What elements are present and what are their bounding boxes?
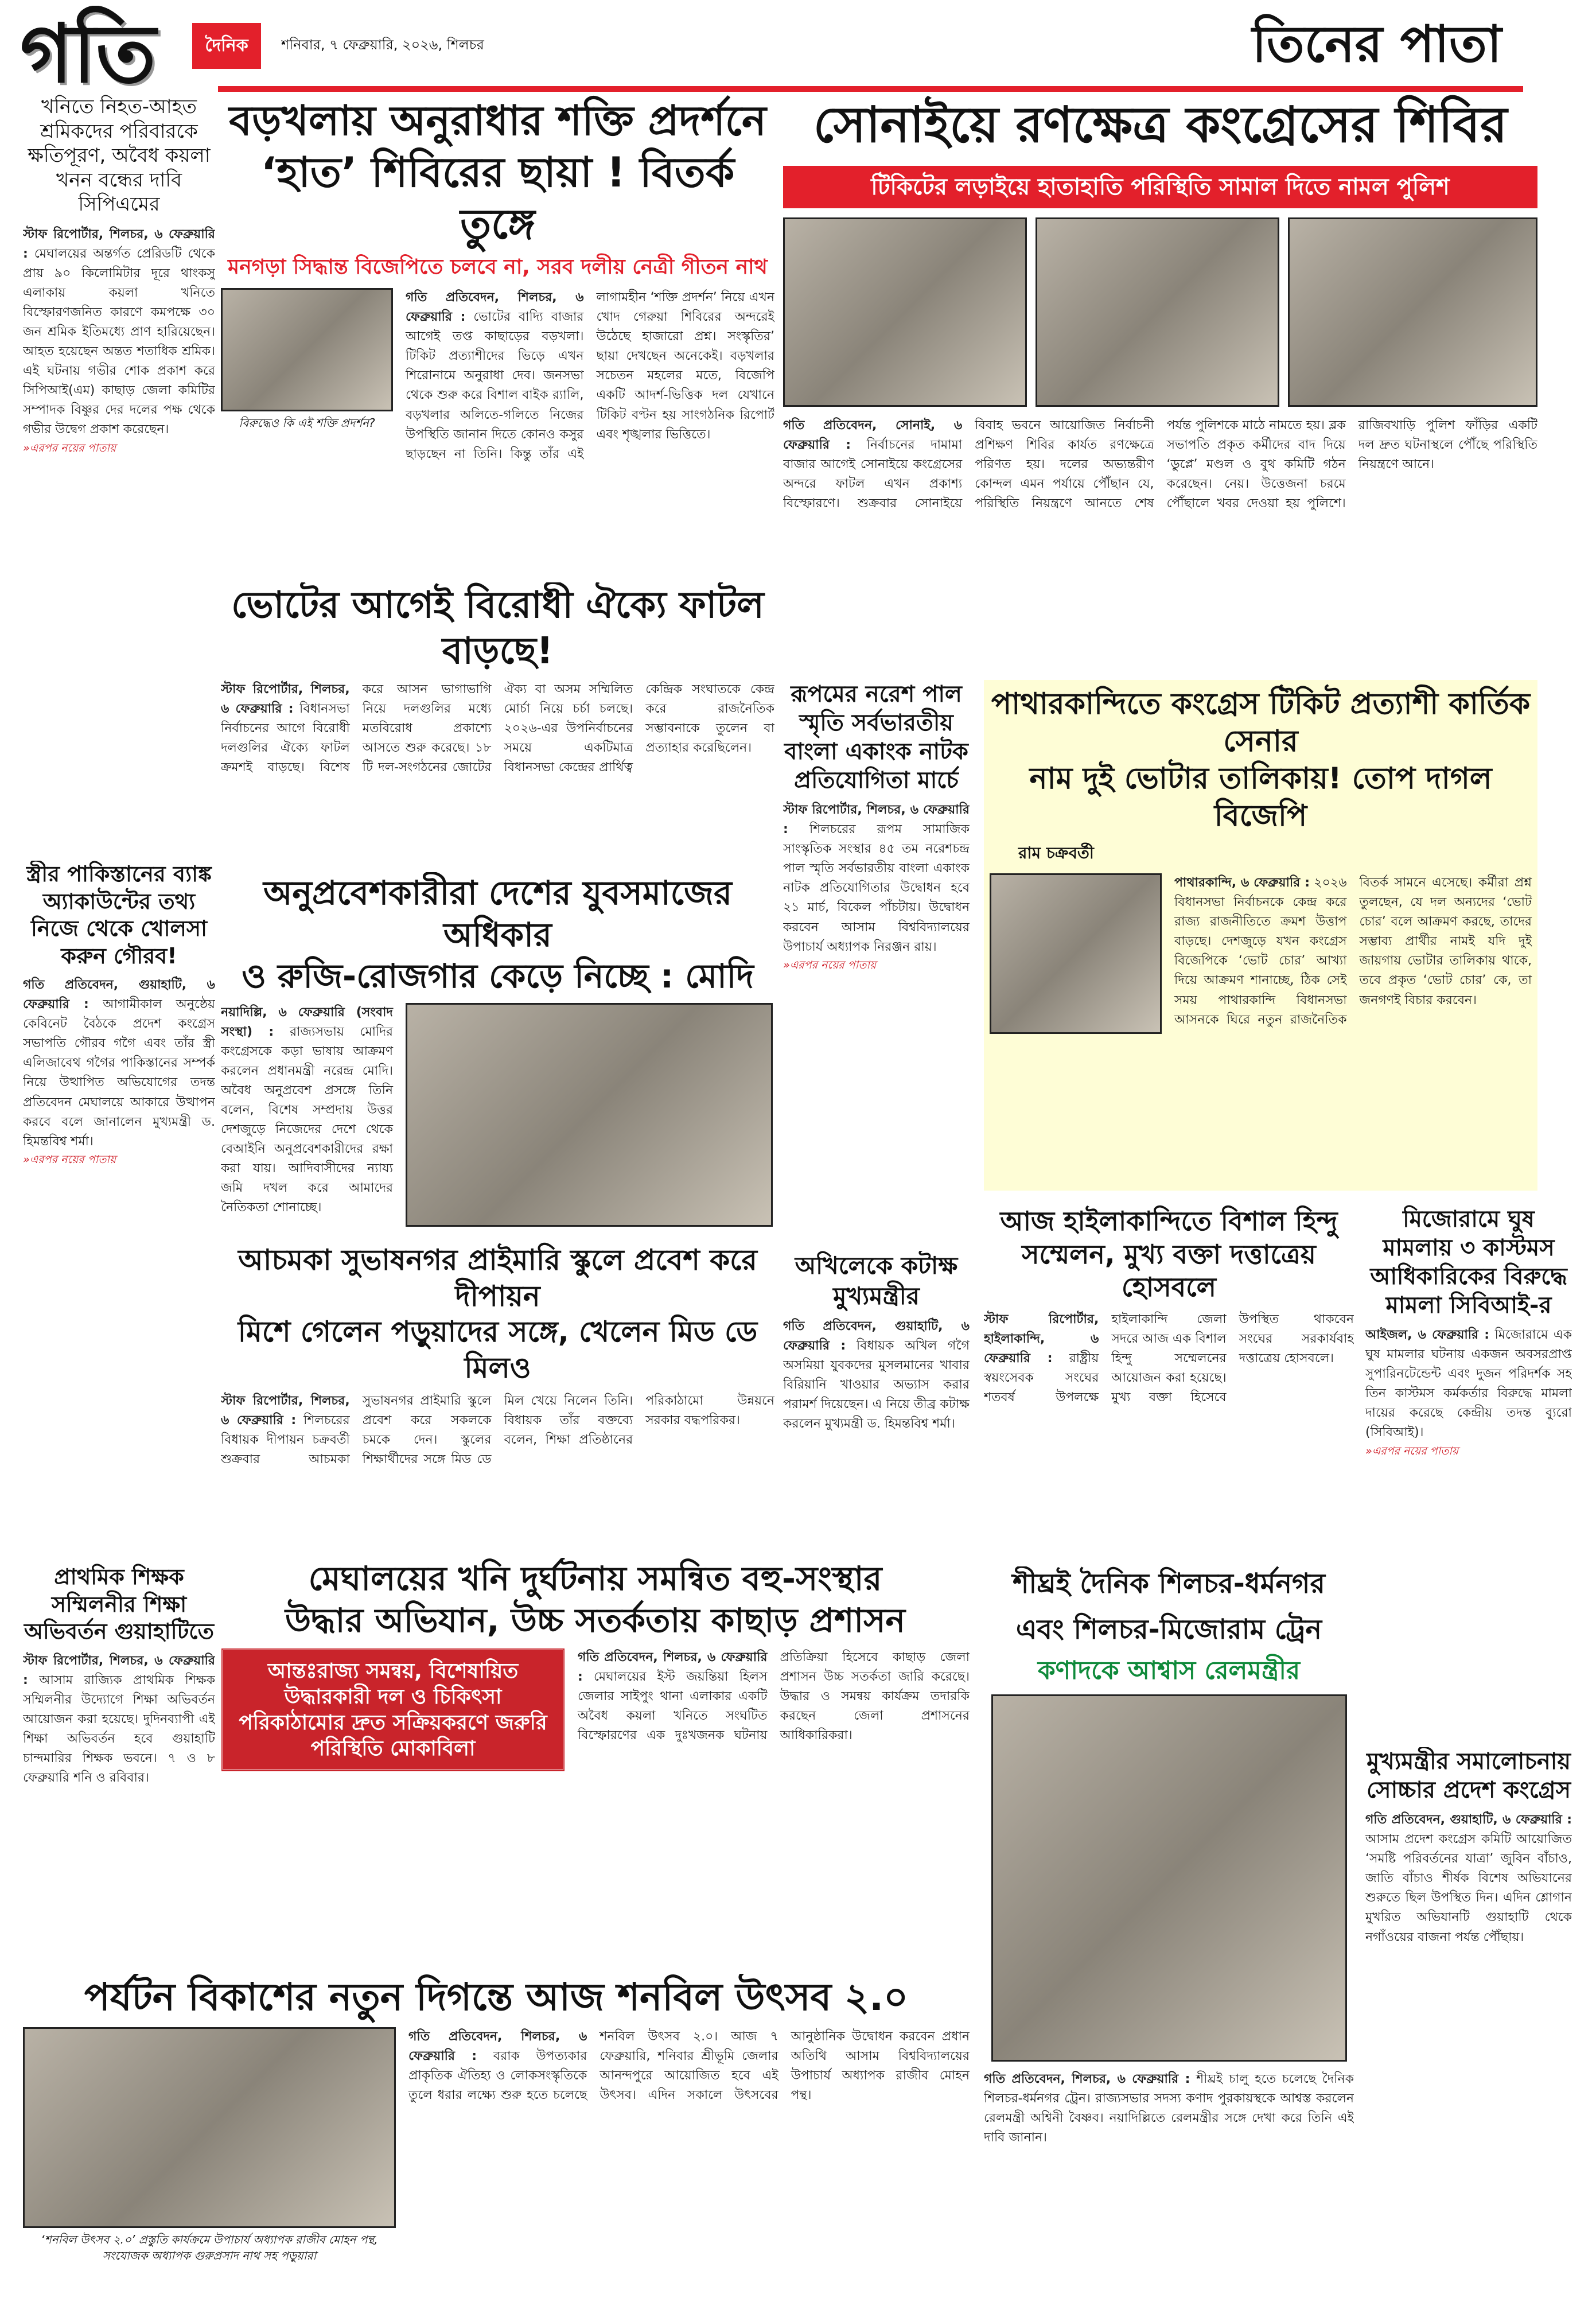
body-text: আসাম প্রদেশ কংগ্রেস কমিটি আয়োজিত ‘সমষ্টি পরিবর্তনের যাত্রা’ জুবিন বাঁচাও, জাতি বাঁচাও শীর্ষক বিশেষ অভিযানের শুরুতে ছিল উপস্থিত দিন। এদিন শ্লোগান মুখরিত অভিযানটি গুয়াহাটি থেকে নগাঁওয়ের বাজনা পর্যন্ত পৌঁছায়। xyxy=(1365,1832,1572,1945)
headline-line-1: শীঘ্রই দৈনিক শিলচর-ধর্মনগর xyxy=(1013,1568,1325,1600)
continued-link[interactable]: »এরপর নয়ের পাতায় xyxy=(1365,1444,1459,1457)
callout-box: আন্তঃরাজ্য সমন্বয়, বিশেষায়িত উদ্ধারকারী দল ও চিকিৎসা পরিকাঠামোর দ্রুত সক্রিয়করণে জরুরি পরিস্থিতি মোকাবিলা xyxy=(221,1648,565,1772)
body-text: ২০২৬ বিধানসভা নির্বাচনকে কেন্দ্র করে রাজ্য রাজনীতিতে ক্রমশ উত্তাপ বাড়ছে। দেশজুড়ে যখন কংগ্রেস বিজেপিকে ‘ভোট চোর’ আখ্যা দিয়ে আক্রমণ শানাচ্ছে, ঠিক সেই সময় পাথারকান্দি বিধানসভা আসনকে ঘিরে নতুন রাজনৈতিক বিতর্ক সামনে এসেছে। কর্মীরা প্রশ্ন তুলছেন, যে দল অন্যদের ‘ভোট চোর’ বলে আক্রমণ করছে, তাদের সম্ভাব্য প্রার্থীর নামই যদি দুই জায়গায় ভোটার তালিকায় থাকে, তবে প্রকৃত ‘ভোট চোর’ কে, তা জনগণই বিচার করবেন। xyxy=(1174,876,1532,1027)
story-shonbil-festival xyxy=(23,1974,970,2298)
headline-line-2: নাম দুই ভোটার তালিকায়! তোপ দাগল বিজেপি xyxy=(1029,761,1492,833)
masthead-logo: গতি xyxy=(20,7,156,101)
story-patharkandi-voter-list xyxy=(984,680,1537,1191)
story-dipayan-school xyxy=(221,1242,774,1552)
story-akhil-taunt xyxy=(783,1251,970,1552)
story-coal-mine-cpim xyxy=(23,95,215,852)
masthead-sub-logo: দৈনিক xyxy=(192,23,261,69)
headline: খনিতে নিহত-আহত শ্রমিকদের পরিবারকে ক্ষতিপূরণ, অবৈধ কয়লা খনন বন্ধের দাবি সিপিএমের xyxy=(28,95,211,216)
dateline: স্টাফ রিপোর্টার, শিলচর, ৬ ফেব্রুয়ারি : xyxy=(221,682,350,717)
story-modi-infiltrators xyxy=(221,872,774,1234)
story-rupam-drama xyxy=(783,680,970,1242)
photo-sonai-3 xyxy=(1288,217,1537,407)
continued-link[interactable]: »এরপর নয়ের পাতায় xyxy=(23,1153,116,1166)
headline-line-1: পাথারকান্দিতে কংগ্রেস টিকিট প্রত্যাশী কার্তিক সেনার xyxy=(991,687,1531,759)
photo-caption: বিরুদ্ধেও কি এই শক্তি প্রদর্শন? xyxy=(239,416,375,430)
dateline: গতি প্রতিবেদন, শিলচর, ৬ ফেব্রুয়ারি : xyxy=(408,2029,587,2063)
photo-barkhola-rally xyxy=(221,288,393,411)
photo-sonai-1 xyxy=(783,217,1027,407)
headline-line-2: মিশে গেলেন পড়ুয়াদের সঙ্গে, খেলেন মিড ডে মিলও xyxy=(238,1315,758,1385)
headline-line-2: ‘হাত’ শিবিরের ছায়া ! বিতর্ক তুঙ্গে xyxy=(260,148,735,248)
headline-line-1: মেঘালয়ের খনি দুর্ঘটনায় সমন্বিত বহু-সংস্থার xyxy=(308,1559,882,1598)
dateline: স্টাফ রিপোর্টার, শিলচর, ৬ ফেব্রুয়ারি : xyxy=(221,1394,350,1428)
continued-link[interactable]: »এরপর নয়ের পাতায় xyxy=(23,441,116,454)
photo-sonai-2 xyxy=(1036,217,1279,407)
headline-line-2: ও রুজি-রোজগার কেড়ে নিচ্ছে : মোদি xyxy=(242,956,754,996)
headline: স্ত্রীর পাকিস্তানের ব্যাঙ্ক অ্যাকাউন্টের তথ্য নিজে থেকে খোলসা করুন গৌরব! xyxy=(26,861,212,969)
story-mizoram-bribery xyxy=(1365,1205,1572,1739)
dateline: স্টাফ রিপোর্টার, শিলচর, ৬ ফেব্রুয়ারি : xyxy=(783,803,970,837)
headline-line-1: অনুপ্রবেশকারীরা দেশের যুবসমাজের অধিকার xyxy=(263,873,732,954)
headline: ভোটের আগেই বিরোধী ঐক্যে ফাটল বাড়ছে! xyxy=(231,584,764,672)
masthead-rule xyxy=(218,86,1523,92)
photo-railway-minister xyxy=(991,1694,1347,2062)
body-text: শিলচরের রূপম সামাজিক সাংস্কৃতিক সংস্থার ৪৫ তম নরেশচন্দ্র পাল স্মৃতি সর্বভারতীয় বাংলা একাংক নাটক প্রতিযোগিতার উদ্বোধন হবে ২১ মার্চ, বিকেল পাঁচটায়। উদ্বোধন করবেন আসাম বিশ্ববিদ্যালয়ের উপাচার্য অধ্যাপক নিরঞ্জন রায়। xyxy=(783,822,970,954)
continued-link[interactable]: »এরপর নয়ের পাতায় xyxy=(783,958,877,971)
story-hailakandi-hindu-sammelan xyxy=(984,1205,1354,1552)
headline: মিজোরামে ঘুষ মামলায় ৩ কাস্টমস আধিকারিকের বিরুদ্ধে মামলা সিবিআই-র xyxy=(1370,1206,1567,1319)
photo-shonbil xyxy=(23,2027,396,2228)
headline: মুখ্যমন্ত্রীর সমালোচনায় সোচ্চার প্রদেশ কংগ্রেস xyxy=(1366,1748,1571,1803)
photo-caption: ‘শনবিল উৎসব ২.০’ প্রস্তুতি কার্যক্রমে উপাচার্য অধ্যাপক রাজীব মোহন পন্থ, সংযোজক অধ্যাপক গুরুপ্রসাদ নাথ সহ পড়ুয়ারা xyxy=(41,2232,378,2262)
body-text: বিধায়ক অখিল গগৈ অসমিয়া যুবকদের মুসলমানের খাবার বিরিয়ানি খাওয়ার অভ্যাস করার পরামর্শ দিয়েছেন। এ নিয়ে তীব্র কটাক্ষ করলেন মুখ্যমন্ত্রী ড. হিমন্তবিশ্ব শর্মা। xyxy=(783,1339,970,1432)
headline-line-2: উদ্ধার অভিযান, উচ্চ সতর্কতায় কাছাড় প্রশাসন xyxy=(285,1600,906,1640)
dateline: পাথারকান্দি, ৬ ফেব্রুয়ারি : xyxy=(1174,876,1310,890)
body-text: বিধানসভা নির্বাচনের আগে বিরোধী দলগুলির ঐক্যে ফাটল ক্রমশই বাড়ছে। বিশেষ করে আসন ভাগাভাগি নিয়ে দলগুলির মধ্যে মতবিরোধ প্রকাশ্যে আসতে শুরু করেছে। ১৮ টি দল-সংগঠনের জোটের ঐক্য বা অসম সম্মিলিত মোর্চা নিয়ে চর্চা চলছে। ২০২৬-এর উপনির্বাচনের সময়ে একটিমাত্র বিধানসভা কেন্দ্রের প্রার্থিত্ব কেন্দ্রিক সংঘাতকে কেন্দ্র করে রাজনৈতিক সম্ভাবনাকে তুলেন বা প্রত্যাহার করেছিলেন। xyxy=(221,682,774,775)
body-text: আগামীকাল অনুষ্ঠেয় কেবিনেট বৈঠকে প্রদেশ কংগ্রেস সভাপতি গৌরব গগৈ এবং তাঁর স্ত্রী এলিজাবেথ গগৈর পাকিস্তানের সম্পর্ক নিয়ে উত্থাপিত অভিযোগের তদন্ত প্রতিবেদন মেঘালয়ে আকারে উত্থাপন করবে বলে জানালেন মুখ্যমন্ত্রী ড. হিমন্তবিশ্ব শর্মা। xyxy=(23,997,215,1149)
byline: রাম চক্রবর্তী xyxy=(1018,843,1094,862)
story-silchar-trains xyxy=(984,1566,1354,2298)
headline-line-1: বড়খলায় অনুরাধার শক্তি প্রদর্শনে xyxy=(229,96,766,145)
photo-kartik-sena xyxy=(990,873,1162,1034)
photo-modi xyxy=(406,1003,773,1227)
body-text: আসাম রাজ্যিক প্রাথমিক শিক্ষক সম্মিলনীর উদ্যোগে শিক্ষা অভিবর্তন আয়োজন করা হয়েছে। দুদিনব্যাপী এই শিক্ষা অভিবর্তন হবে গুয়াহাটি চান্দমারির শিক্ষক ভবনে। ৭ ও ৮ ফেব্রুয়ারি শনি ও রবিবার। xyxy=(23,1673,215,1786)
dateline: স্টাফ রিপোর্টার, শিলচর, ৬ ফেব্রুয়ারি : xyxy=(23,1653,215,1687)
dateline: গতি প্রতিবেদন, শিলচর, ৬ ফেব্রুয়ারি : xyxy=(406,290,584,325)
headline-line-1: আচমকা সুভাষনগর প্রাইমারি স্কুলে প্রবেশ করে দীপায়ন xyxy=(238,1243,757,1313)
dateline: স্টাফ রিপোর্টার, শিলচর, ৬ ফেব্রুয়ারি : xyxy=(23,227,215,261)
body-text: বরাক উপত্যকার প্রাকৃতিক ঐতিহ্য ও লোকসংস্কৃতিকে তুলে ধরার লক্ষ্যে শুরু হতে চলেছে শনবিল উৎসব ২.০। আজ ৭ ফেব্রুয়ারি, শনিবার শ্রীভূমি জেলার আনন্দপুরে আয়োজিত হবে এই উৎসব। এদিন সকালে উৎসবের আনুষ্ঠানিক উদ্বোধন করবেন প্রধান অতিথি আসাম বিশ্ববিদ্যালয়ের উপাচার্য অধ্যাপক রাজীব মোহন পন্থ। xyxy=(408,2029,970,2102)
headline-line-1: আজ হাইলাকান্দিতে বিশাল হিন্দু xyxy=(1000,1206,1338,1237)
dateline: গতি প্রতিবেদন, গুয়াহাটি, ৬ ফেব্রুয়ারি : xyxy=(1365,1813,1572,1827)
body-text: রাজ্যসভায় মোদির কংগ্রেসকে কড়া ভাষায় আক্রমণ করলেন প্রধানমন্ত্রী নরেন্দ্র মোদি। অবৈধ অনুপ্রবেশ প্রসঙ্গে তিনি বলেন, বিশেষ সম্প্রদায় উত্তর দেশজুড়ে নিজেদের দেশে থেকে বেআইনি অনুপ্রবেশকারীদের রক্ষা করা যায়। আদিবাসীদের ন্যায্য জমি দখল করে আমাদের নৈতিকতা শোনাচ্ছে। xyxy=(221,1024,393,1215)
subheadline: কণাদকে আশ্বাস রেলমন্ত্রীর xyxy=(1037,1656,1301,1685)
dateline: গতি প্রতিবেদন, শিলচর, ৬ ফেব্রুয়ারি : xyxy=(578,1650,768,1685)
subheadline: মনগড়া সিদ্ধান্ত বিজেপিতে চলবে না, সরব দলীয় নেত্রী গীতন নাথ xyxy=(228,255,768,279)
headline: পর্যটন বিকাশের নতুন দিগন্তে আজ শনবিল উৎসব ২.০ xyxy=(84,1975,909,2019)
body-text: মেঘালয়ের ইস্ট জয়ন্তিয়া হিলস জেলার সাইপুং থানা এলাকার একটি অবৈধ কয়লা খনিতে সংঘটিত বিস্ফোরণের এক দুঃখজনক ঘটনায় প্রতিক্রিয়া হিসেবে কাছাড় জেলা প্রশাসন উচ্চ সতর্কতা জারি করেছে। উদ্ধার ও সমন্বয় কার্যক্রম তদারকি করছেন জেলা প্রশাসনের আধিকারিকরা। xyxy=(578,1650,970,1743)
dateline: গতি প্রতিবেদন, গুয়াহাটি, ৬ ফেব্রুয়ারি : xyxy=(23,978,215,1012)
body-text: রাষ্ট্রীয় স্বয়ংসেবক সংঘের শতবর্ষ উপলক্ষে হাইলাকান্দি জেলা সদরে আজ এক বিশাল হিন্দু সম্মেলনের আয়োজন করা হয়েছে। মুখ্য বক্তা হিসেবে উপস্থিত থাকবেন সংঘের সরকার্যবাহ দত্তাত্রেয় হোসবলে। xyxy=(984,1312,1354,1405)
dateline: গতি প্রতিবেদন, সোনাই, ৬ ফেব্রুয়ারি : xyxy=(783,418,963,452)
body-text: মিজোরামে এক ঘুষ মামলার ঘটনায় একজন অবসরপ্রাপ্ত সুপারিনটেন্ডেন্ট এবং দুজন পরিদর্শক সহ তিন কাস্টমস কর্মকর্তার বিরুদ্ধে মামলা দায়ের করেছে কেন্দ্রীয় তদন্ত ব্যুরো (সিবিআই)। xyxy=(1365,1328,1572,1440)
body-text: মেঘালয়ের অন্তর্গত প্রেরিডটি থেকে প্রায় ৯০ কিলোমিটার দূরে থাংকসু এলাকায় কয়লা খনিতে বিস্ফোরণজনিত কারণে কমপক্ষে ৩০ জন শ্রমিক ইতিমধ্যে প্রাণ হারিয়েছেন। আহত হয়েছেন অন্তত শতাধিক শ্রমিক। এই ঘটনায় গভীর শোক প্রকাশ করে সিপিআই(এম) কাছাড় জেলা কমিটির সম্পাদক বিষ্ণুর দের দলের পক্ষ থেকে গভীর উদ্বেগ প্রকাশ করেছেন। xyxy=(23,246,215,437)
dateline: নয়াদিল্লি, ৬ ফেব্রুয়ারি (সংবাদ সংস্থা) : xyxy=(221,1005,393,1039)
story-barkhola-anuradha xyxy=(221,95,774,577)
body-text: নির্বাচনের দামামা বাজার আগেই সোনাইয়ে কংগ্রেসের অন্দরে ফাটল এখন প্রকাশ্য বিস্ফোরণে। শুক্রবার সোনাইয়ে বিবাহ ভবনে আয়োজিত নির্বাচনী প্রশিক্ষণ শিবির কার্যত রণক্ষেত্রে পরিণত হয়। দলের অভ্যন্তরীণ কোন্দল এমন পর্যায়ে পৌঁছান যে, পরিস্থিতি নিয়ন্ত্রণে আনতে শেষ পর্যন্ত পুলিশকে মাঠে নামতে হয়। ব্লক সভাপতি প্রকৃত কর্মীদের বাদ দিয়ে ‘ডুপ্লে’ মণ্ডল ও বুথ কমিটি গঠন করেছেন। নেয়। উত্তেজনা চরমে পৌঁছালে খবর দেওয়া হয় পুলিশে। রাজিবখাড়ি পুলিশ ফাঁড়ির একটি দল দ্রুত ঘটনাস্থলে পৌঁছে পরিস্থিতি নিয়ন্ত্রণে আনে। xyxy=(783,418,1537,511)
body-text: শিলচরের বিধায়ক দীপায়ন চক্রবর্তী শুক্রবার আচমকা সুভাষনগর প্রাইমারি স্কুলে প্রবেশ করে সকলকে চমকে দেন। স্কুলের শিক্ষার্থীদের সঙ্গে মিড ডে মিল খেয়ে নিলেন তিনি। বিধায়ক তাঁর বক্তব্যে বলেন, শিক্ষা প্রতিষ্ঠানের পরিকাঠামো উন্নয়নে সরকার বদ্ধপরিকর। xyxy=(221,1394,774,1467)
story-sonai-congress xyxy=(783,95,1537,671)
dateline: আইজল, ৬ ফেব্রুয়ারি : xyxy=(1365,1328,1490,1342)
story-meghalaya-mine-rescue xyxy=(221,1558,970,1965)
story-gaurav-pakistan xyxy=(23,861,215,1549)
story-teachers-convention xyxy=(23,1564,215,1965)
headline: অখিলেকে কটাক্ষ মুখ্যমন্ত্রীর xyxy=(795,1251,958,1310)
headline-line-2: এবং শিলচর-মিজোরাম ট্রেন xyxy=(1015,1613,1322,1646)
dateline: গতি প্রতিবেদন, গুয়াহাটি, ৬ ফেব্রুয়ারি : xyxy=(783,1319,970,1354)
headline-line-2: সম্মেলন, মুখ্য বক্তা দত্তাত্রেয় হোসবলে xyxy=(1022,1238,1316,1302)
page-name: তিনের পাতা xyxy=(1252,14,1502,73)
body-text: শীঘ্রই চালু হতে চলেছে দৈনিক শিলচর-ধর্মনগর ট্রেন। রাজ্যসভার সদস্য কণাদ পুরকায়স্থকে আশ্বস্ত করলেন রেলমন্ত্রী অশ্বিনী বৈষ্ণব। নয়াদিল্লিতে রেলমন্ত্রীর সঙ্গে দেখা করে তিনি এই দাবি জানান। xyxy=(984,2072,1354,2145)
headline: প্রাথমিক শিক্ষক সম্মিলনীর শিক্ষা অভিবর্তন গুয়াহাটিতে xyxy=(24,1564,215,1644)
story-pradesh-congress xyxy=(1365,1747,1572,2298)
body-text: ভোটের বাদ্যি বাজার আগেই তপ্ত কাছাড়ের বড়খলা। টিকিট প্রত্যাশীদের ভিড়ে এখন শিরোনামে অনুরাধা দেব। জনসভা থেকে শুরু করে বিশাল বাইক র‍্যালি, বড়খলার অলিতে-গলিতে নিজের উপস্থিতি জানান দিতে কোনও কসুর ছাড়ছেন না তিনি। কিন্তু তাঁর এই লাগামহীন ‘শক্তি প্রদর্শন’ নিয়ে এখন খোদ গেরুয়া শিবিরের অন্দরেই উঠেছে হাজারো প্রশ্ন। সংস্কৃতির’ ছায়া দেখছেন অনেকেই। বড়খলার সচেতন মহলের মতে, বিজেপি একটি আদর্শ-ভিত্তিক দল যেখানে টিকিট বণ্টন হয় সাংগঠনিক রিপোর্ট এবং শৃঙ্খলার ভিত্তিতে। xyxy=(406,290,774,461)
dateline: গতি প্রতিবেদন, শিলচর, ৬ ফেব্রুয়ারি : xyxy=(984,2072,1190,2086)
subheadline-band: টিকিটের লড়াইয়ে হাতাহাতি পরিস্থিতি সামাল দিতে নামল পুলিশ xyxy=(783,166,1537,208)
story-opposition-unity xyxy=(221,582,774,864)
date-line: শনিবার, ৭ ফেব্রুয়ারি, ২০২৬, শিলচর xyxy=(281,37,484,53)
headline: রূপমের নরেশ পাল স্মৃতি সর্বভারতীয় বাংলা একাংক নাটক প্রতিযোগিতা মার্চে xyxy=(784,681,968,794)
dateline: স্টাফ রিপোর্টার, হাইলাকান্দি, ৬ ফেব্রুয়ারি : xyxy=(984,1312,1099,1366)
headline: সোনাইয়ে রণক্ষেত্র কংগ্রেসের শিবির xyxy=(813,96,1508,154)
